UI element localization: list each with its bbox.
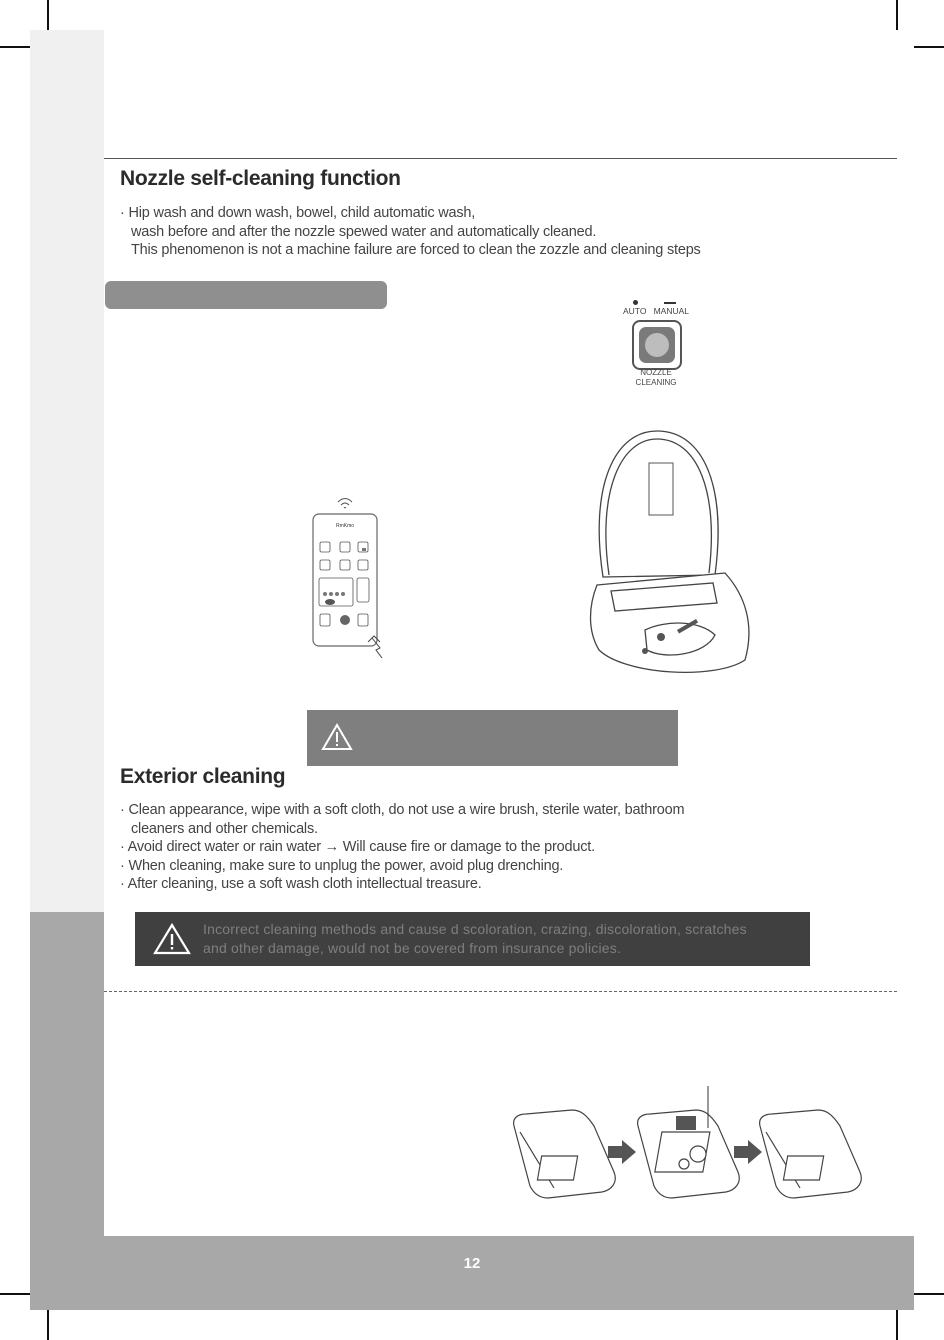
caution-notice: [135, 912, 810, 966]
auto-label: AUTO: [623, 306, 647, 316]
mode-labels: [616, 306, 696, 316]
manual-indicator-icon: [664, 302, 676, 304]
exterior-section-title: Exterior cleaning: [120, 765, 286, 788]
warning-icon: [321, 723, 353, 751]
exterior-bullet: cleaners and other chemicals.: [131, 820, 318, 837]
crop-mark: [896, 0, 898, 30]
exterior-bullet: · Clean appearance, wipe with a soft cloth, do not use a wire brush, sterile water, bathroom: [120, 802, 685, 818]
dashed-divider: [104, 991, 897, 992]
subsection-header-bar: [105, 281, 387, 309]
manual-label: MANUAL: [653, 306, 689, 316]
nozzle-line: · Hip wash and down wash, bowel, child automatic wash,: [120, 205, 476, 221]
exterior-description: [120, 801, 684, 894]
left-margin-band: [30, 30, 104, 912]
nozzle-cleaning-label: NOZZLE CLEANING: [635, 368, 677, 387]
caution-line: and other damage, would not be covered from insurance policies.: [203, 940, 622, 956]
crop-mark: [47, 0, 49, 30]
exterior-bullet: · After cleaning, use a soft wash cloth intellectual treasure.: [120, 876, 482, 892]
remote-brand: RmKmo: [335, 523, 355, 529]
crop-mark: [914, 1293, 944, 1295]
nozzle-cleaning-icon: [639, 327, 675, 363]
crop-mark: [896, 1310, 898, 1340]
caution-line: Incorrect cleaning methods and cause d scoloration, crazing, discoloration, scratches: [203, 921, 747, 937]
exterior-bullet: · When cleaning, make sure to unplug the power, avoid plug drenching.: [120, 857, 564, 874]
crop-mark: [0, 1293, 30, 1295]
battery-replacement-figure: [498, 1086, 868, 1206]
nozzle-line: This phenomenon is not a machine failure are forced to clean the zozzle and cleaning steps: [131, 242, 701, 258]
nozzle-description: [120, 204, 701, 260]
caution-icon: [153, 923, 191, 955]
nozzle-section-title: Nozzle self-cleaning function: [120, 167, 401, 190]
crop-mark: [914, 46, 944, 48]
arrow-right-icon: [608, 1140, 636, 1164]
nozzle-cleaning-button[interactable]: [632, 320, 682, 370]
auto-indicator-icon: [633, 300, 638, 305]
nozzle-line: wash before and after the nozzle spewed water and automatically cleaned.: [131, 223, 597, 240]
exterior-bullet: · Avoid direct water or rain water → Will cause fire or damage to the product.: [120, 839, 595, 855]
toilet-seat-illustration: [585, 425, 755, 675]
crop-mark: [0, 46, 30, 48]
nozzle-mode-panel: [616, 300, 696, 392]
caution-text: [203, 920, 747, 958]
top-rule: [104, 158, 897, 159]
page-number: 12: [463, 1255, 481, 1272]
remote-control-illustration: [302, 490, 402, 662]
warning-bar: [307, 710, 678, 766]
arrow-right-icon: [734, 1140, 762, 1164]
crop-mark: [47, 1310, 49, 1340]
